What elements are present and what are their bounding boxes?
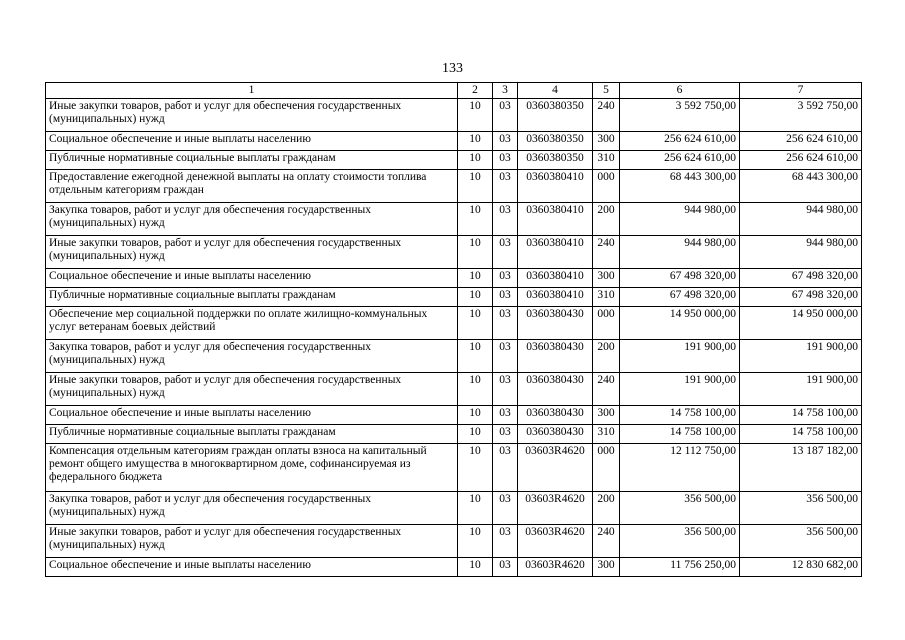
subsection-code-cell: 03 [493,236,518,269]
expense-type-cell: 240 [593,373,620,406]
section-code-cell: 10 [458,340,493,373]
row-name-cell: Публичные нормативные социальные выплаты гражданам [46,288,458,307]
section-code-cell: 10 [458,425,493,444]
table-row [46,307,862,340]
header-cell: 5 [593,83,620,99]
row-name-cell: Иные закупки товаров, работ и услуг для обеспечения государственных (муниципальных) нужд [46,525,458,558]
amount-cell: 68 443 300,00 [740,170,862,203]
section-code-cell: 10 [458,444,493,492]
amount-cell: 12 112 750,00 [620,444,740,492]
table-row [46,236,862,269]
amount-cell: 256 624 610,00 [620,132,740,151]
amount-cell: 14 758 100,00 [740,406,862,425]
row-name-cell: Обеспечение мер социальной поддержки по оплате жилищно-коммунальных услуг ветеранам боевых действий [46,307,458,340]
target-article-cell: 03603R4620 [518,492,593,525]
expense-type-cell: 200 [593,203,620,236]
table-row [46,444,862,492]
expense-type-cell: 240 [593,525,620,558]
target-article-cell: 03603R4620 [518,558,593,577]
section-code-cell: 10 [458,269,493,288]
amount-cell: 3 592 750,00 [740,99,862,132]
row-name-cell: Компенсация отдельным категориям граждан оплаты взноса на капитальный ремонт общего имущества в многоквартирном доме, софинансируемая из федерального бюджета [46,444,458,492]
target-article-cell: 0360380430 [518,425,593,444]
subsection-code-cell: 03 [493,492,518,525]
section-code-cell: 10 [458,406,493,425]
subsection-code-cell: 03 [493,444,518,492]
target-article-cell: 0360380410 [518,288,593,307]
header-cell: 1 [46,83,458,99]
subsection-code-cell: 03 [493,269,518,288]
row-name-cell: Публичные нормативные социальные выплаты гражданам [46,151,458,170]
subsection-code-cell: 03 [493,203,518,236]
expense-type-cell: 300 [593,406,620,425]
target-article-cell: 0360380430 [518,373,593,406]
amount-cell: 3 592 750,00 [620,99,740,132]
subsection-code-cell: 03 [493,151,518,170]
row-name-cell: Иные закупки товаров, работ и услуг для обеспечения государственных (муниципальных) нужд [46,373,458,406]
target-article-cell: 0360380410 [518,236,593,269]
expense-type-cell: 240 [593,236,620,269]
section-code-cell: 10 [458,132,493,151]
amount-cell: 191 900,00 [620,340,740,373]
header-row [46,83,862,99]
section-code-cell: 10 [458,525,493,558]
budget-table [45,82,862,577]
amount-cell: 14 950 000,00 [620,307,740,340]
amount-cell: 191 900,00 [740,340,862,373]
header-cell: 7 [740,83,862,99]
section-code-cell: 10 [458,236,493,269]
table-row [46,170,862,203]
expense-type-cell: 200 [593,340,620,373]
amount-cell: 356 500,00 [740,525,862,558]
table-row [46,203,862,236]
subsection-code-cell: 03 [493,373,518,406]
amount-cell: 13 187 182,00 [740,444,862,492]
section-code-cell: 10 [458,203,493,236]
amount-cell: 14 758 100,00 [620,406,740,425]
target-article-cell: 0360380430 [518,307,593,340]
amount-cell: 68 443 300,00 [620,170,740,203]
header-cell: 2 [458,83,493,99]
row-name-cell: Социальное обеспечение и иные выплаты населению [46,269,458,288]
row-name-cell: Социальное обеспечение и иные выплаты населению [46,132,458,151]
expense-type-cell: 200 [593,492,620,525]
amount-cell: 944 980,00 [620,203,740,236]
table-row [46,132,862,151]
amount-cell: 256 624 610,00 [740,151,862,170]
table-row [46,151,862,170]
section-code-cell: 10 [458,99,493,132]
amount-cell: 944 980,00 [740,236,862,269]
amount-cell: 14 950 000,00 [740,307,862,340]
subsection-code-cell: 03 [493,406,518,425]
table-row [46,425,862,444]
section-code-cell: 10 [458,307,493,340]
row-name-cell: Социальное обеспечение и иные выплаты населению [46,558,458,577]
amount-cell: 944 980,00 [740,203,862,236]
expense-type-cell: 000 [593,170,620,203]
row-name-cell: Социальное обеспечение и иные выплаты населению [46,406,458,425]
subsection-code-cell: 03 [493,132,518,151]
subsection-code-cell: 03 [493,340,518,373]
header-cell: 4 [518,83,593,99]
header-cell: 6 [620,83,740,99]
section-code-cell: 10 [458,288,493,307]
table-row [46,492,862,525]
amount-cell: 256 624 610,00 [620,151,740,170]
expense-type-cell: 310 [593,425,620,444]
amount-cell: 191 900,00 [620,373,740,406]
table-body [46,99,862,577]
expense-type-cell: 300 [593,269,620,288]
row-name-cell: Иные закупки товаров, работ и услуг для обеспечения государственных (муниципальных) нужд [46,236,458,269]
expense-type-cell: 000 [593,307,620,340]
subsection-code-cell: 03 [493,558,518,577]
section-code-cell: 10 [458,373,493,406]
target-article-cell: 0360380410 [518,269,593,288]
table-row [46,558,862,577]
amount-cell: 191 900,00 [740,373,862,406]
target-article-cell: 0360380430 [518,406,593,425]
amount-cell: 356 500,00 [620,492,740,525]
subsection-code-cell: 03 [493,99,518,132]
table-row [46,525,862,558]
row-name-cell: Закупка товаров, работ и услуг для обеспечения государственных (муниципальных) нужд [46,203,458,236]
target-article-cell: 0360380350 [518,132,593,151]
amount-cell: 14 758 100,00 [740,425,862,444]
table-row [46,373,862,406]
expense-type-cell: 240 [593,99,620,132]
expense-type-cell: 300 [593,558,620,577]
subsection-code-cell: 03 [493,288,518,307]
section-code-cell: 10 [458,151,493,170]
target-article-cell: 03603R4620 [518,525,593,558]
target-article-cell: 0360380350 [518,99,593,132]
section-code-cell: 10 [458,492,493,525]
row-name-cell: Иные закупки товаров, работ и услуг для обеспечения государственных (муниципальных) нужд [46,99,458,132]
amount-cell: 944 980,00 [620,236,740,269]
target-article-cell: 0360380410 [518,170,593,203]
amount-cell: 67 498 320,00 [740,288,862,307]
amount-cell: 256 624 610,00 [740,132,862,151]
amount-cell: 12 830 682,00 [740,558,862,577]
header-cell: 3 [493,83,518,99]
expense-type-cell: 310 [593,288,620,307]
table-row [46,340,862,373]
expense-type-cell: 300 [593,132,620,151]
target-article-cell: 0360380410 [518,203,593,236]
table-row [46,99,862,132]
subsection-code-cell: 03 [493,525,518,558]
table-row [46,269,862,288]
amount-cell: 11 756 250,00 [620,558,740,577]
row-name-cell: Закупка товаров, работ и услуг для обеспечения государственных (муниципальных) нужд [46,492,458,525]
section-code-cell: 10 [458,558,493,577]
expense-type-cell: 000 [593,444,620,492]
section-code-cell: 10 [458,170,493,203]
row-name-cell: Публичные нормативные социальные выплаты гражданам [46,425,458,444]
target-article-cell: 0360380350 [518,151,593,170]
page-number: 133 [442,61,463,76]
expense-type-cell: 310 [593,151,620,170]
amount-cell: 356 500,00 [620,525,740,558]
amount-cell: 67 498 320,00 [620,288,740,307]
amount-cell: 67 498 320,00 [620,269,740,288]
target-article-cell: 03603R4620 [518,444,593,492]
amount-cell: 14 758 100,00 [620,425,740,444]
table-row [46,406,862,425]
table-row [46,288,862,307]
amount-cell: 67 498 320,00 [740,269,862,288]
subsection-code-cell: 03 [493,170,518,203]
target-article-cell: 0360380430 [518,340,593,373]
row-name-cell: Закупка товаров, работ и услуг для обеспечения государственных (муниципальных) нужд [46,340,458,373]
subsection-code-cell: 03 [493,425,518,444]
row-name-cell: Предоставление ежегодной денежной выплаты на оплату стоимости топлива отдельным категориям граждан [46,170,458,203]
subsection-code-cell: 03 [493,307,518,340]
amount-cell: 356 500,00 [740,492,862,525]
